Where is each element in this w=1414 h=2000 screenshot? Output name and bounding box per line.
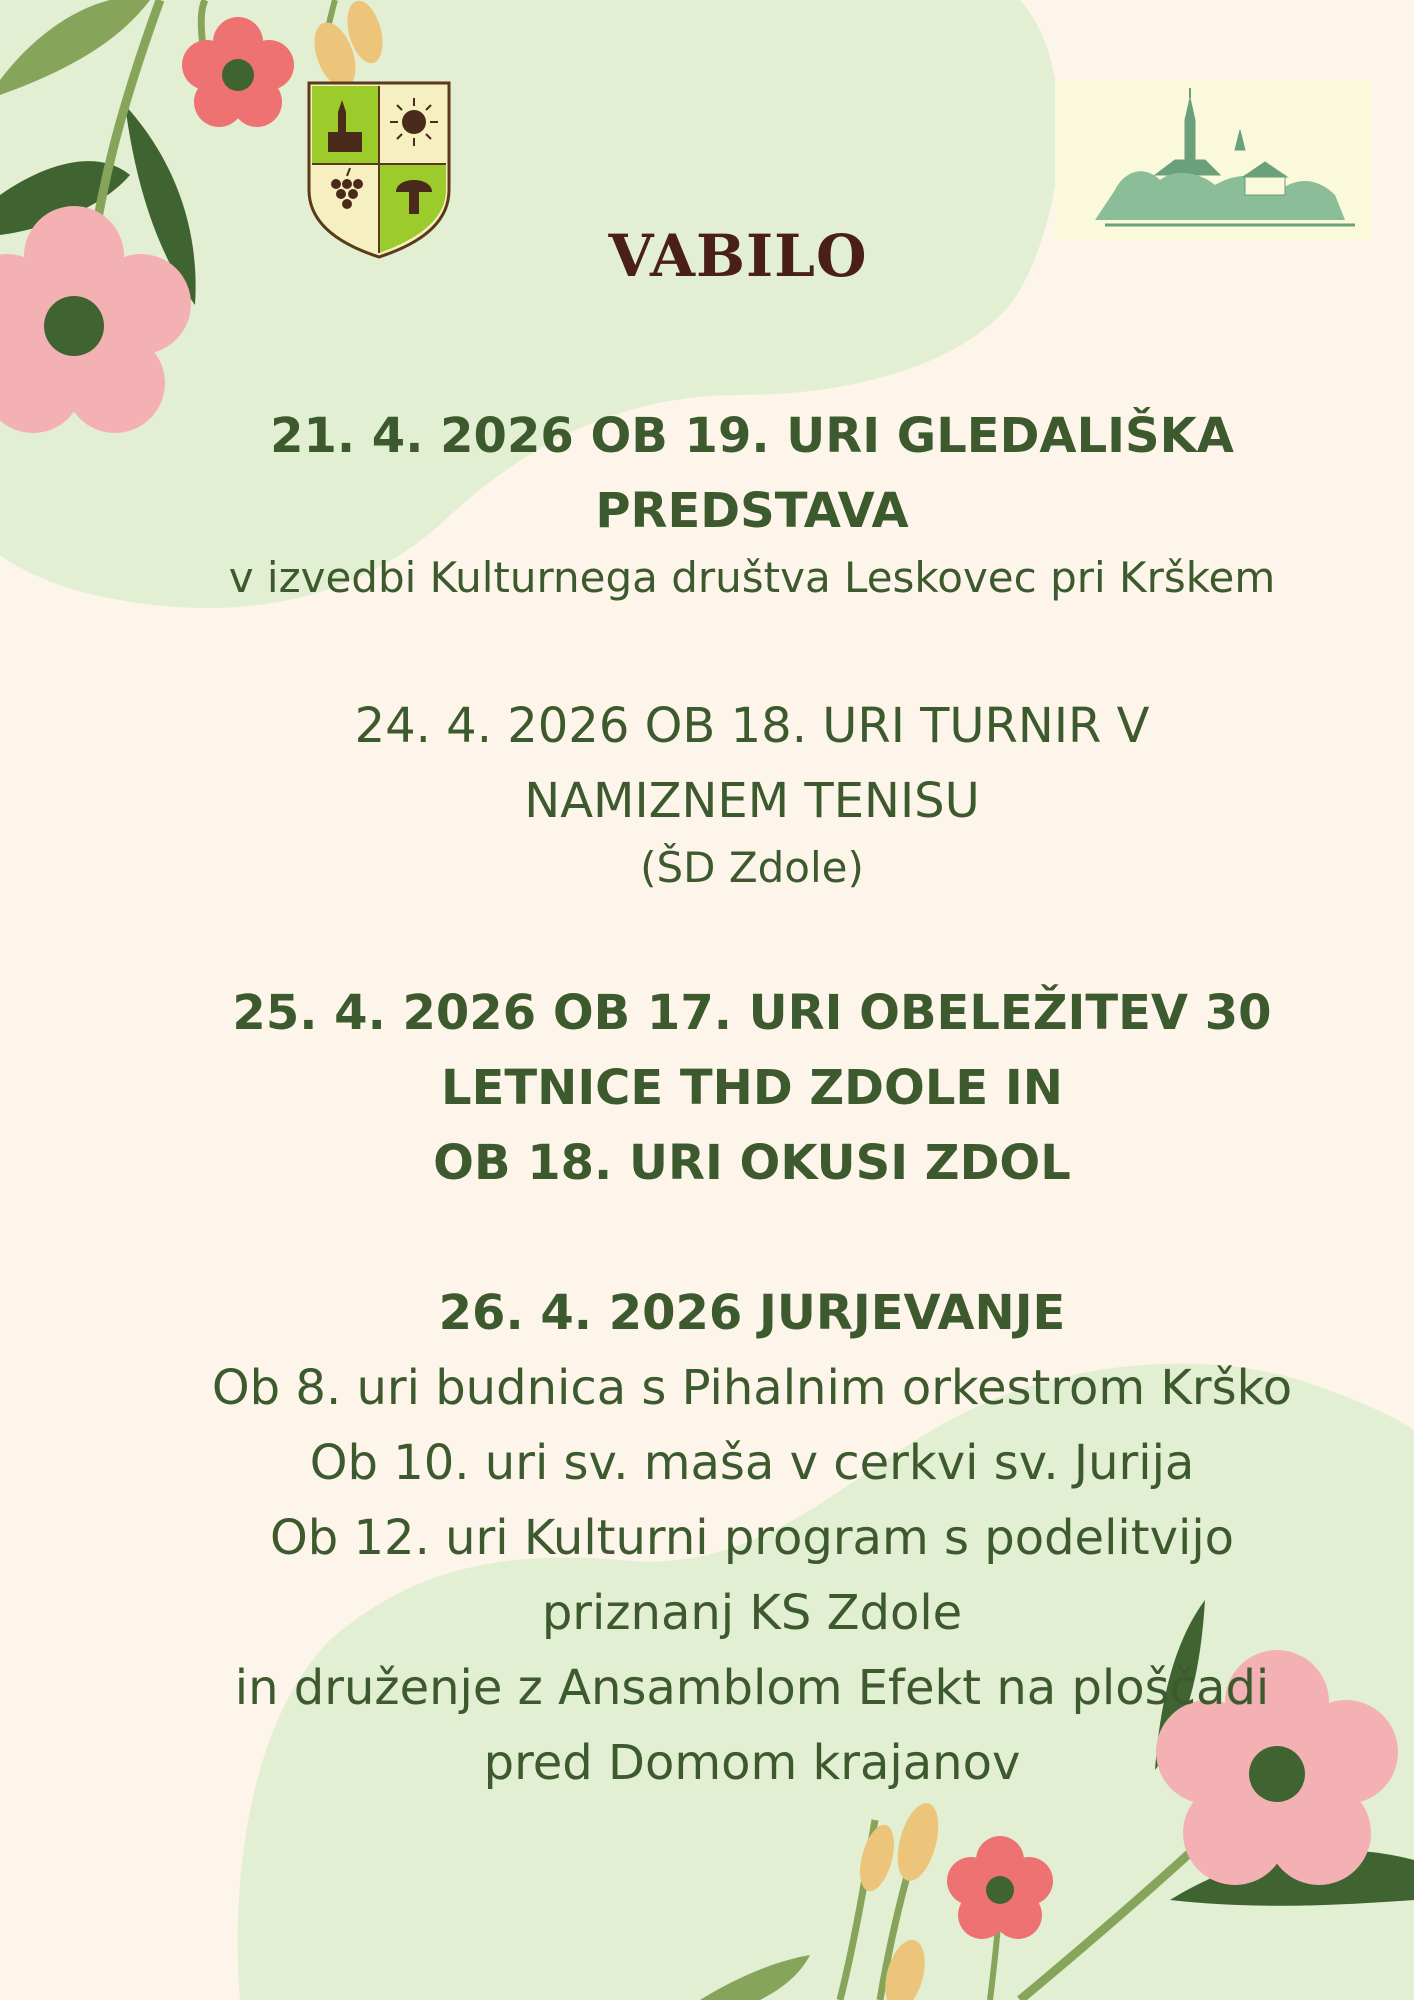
event-4-heading: 26. 4. 2026 JURJEVANJE	[438, 1285, 1066, 1341]
event-3-line-1: 25. 4. 2026 OB 17. URI OBELEŽITEV 30	[232, 985, 1272, 1041]
event-4-line-2: Ob 10. uri sv. maša v cerkvi sv. Jurija	[309, 1435, 1195, 1491]
event-4-line-3: Ob 12. uri Kulturni program s podelitvijo	[269, 1510, 1235, 1566]
event-2-line-2: NAMIZNEM TENISU	[524, 773, 980, 829]
event-3-line-2: LETNICE THD ZDOLE IN	[441, 1060, 1063, 1116]
event-4-line-5: in druženje z Ansamblom Efekt na ploščadi	[234, 1660, 1270, 1716]
page-title: VABILO	[608, 222, 868, 290]
event-3-line-3: OB 18. URI OKUSI ZDOL	[433, 1135, 1071, 1191]
event-4-line-1: Ob 8. uri budnica s Pihalnim orkestrom Krško	[211, 1360, 1293, 1416]
event-1-line-2: PREDSTAVA	[595, 483, 909, 539]
event-2-sub: (ŠD Zdole)	[640, 843, 864, 892]
event-2-line-1: 24. 4. 2026 OB 18. URI TURNIR V	[354, 698, 1150, 754]
event-1-sub: v izvedbi Kulturnega društva Leskovec pri Krškem	[228, 553, 1276, 602]
village-sketch-icon	[1055, 80, 1371, 240]
event-4-line-4: priznanj KS Zdole	[541, 1585, 963, 1641]
event-1-line-1: 21. 4. 2026 OB 19. URI GLEDALIŠKA	[270, 408, 1234, 464]
event-4-line-6: pred Domom krajanov	[483, 1735, 1021, 1791]
